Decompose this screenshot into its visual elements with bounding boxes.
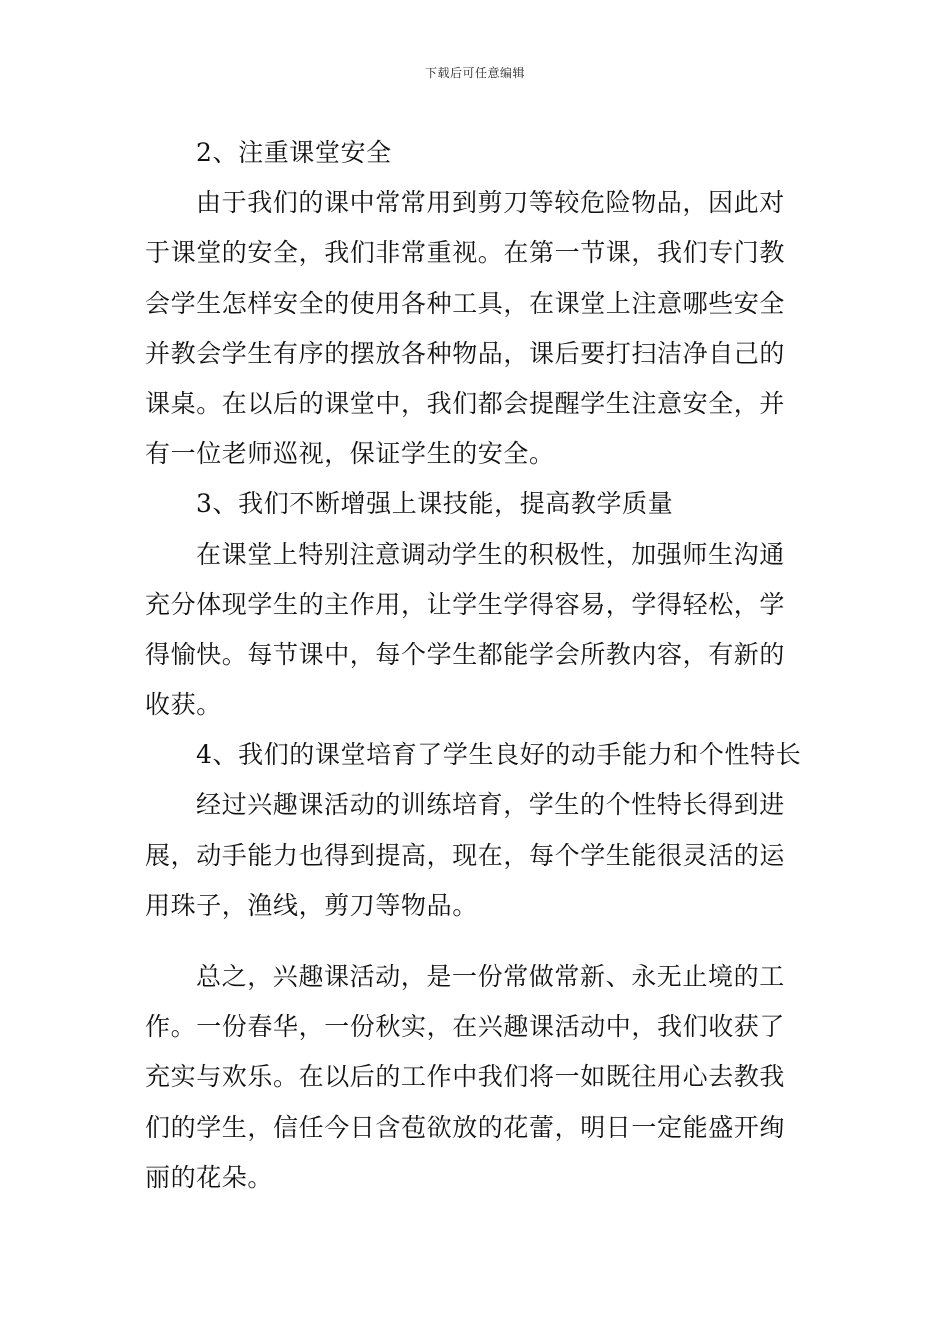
document-body bbox=[145, 128, 807, 1203]
paragraph-gap bbox=[145, 931, 807, 952]
paragraph-line: 总之，兴趣课活动，是一份常做常新、永无止境的工 bbox=[196, 962, 785, 991]
paragraph-line: 经过兴趣课活动的训练培育，学生的个性特长得到进 bbox=[196, 790, 785, 820]
paragraph-line: 充分体现学生的主作用，让学生学得容易，学得轻松，学 bbox=[145, 589, 786, 619]
paragraph-line: 展，动手能力也得到提高，现在，每个学生能很灵活的运 bbox=[145, 840, 786, 870]
paragraph-line: 丽的花朵。 bbox=[145, 1162, 274, 1192]
section-heading-2: 2、注重课堂安全 bbox=[196, 138, 392, 167]
paragraph-line: 收获。 bbox=[145, 690, 222, 720]
paragraph-line: 并教会学生有序的摆放各种物品，课后要打扫洁净自己的 bbox=[145, 338, 786, 368]
paragraph-line: 得愉快。每节课中，每个学生都能学会所教内容，有新的 bbox=[145, 639, 786, 669]
paragraph-line: 会学生怎样安全的使用各种工具，在课堂上注意哪些安全 bbox=[145, 288, 786, 318]
paragraph-line: 课桌。在以后的课堂中，我们都会提醒学生注意安全，并 bbox=[145, 388, 786, 418]
paragraph-line: 们的学生，信任今日含苞欲放的花蕾，明日一定能盛开绚 bbox=[145, 1112, 786, 1142]
paragraph-line: 在课堂上特别注意调动学生的积极性，加强师生沟通 bbox=[196, 539, 785, 569]
paragraph-line: 由于我们的课中常常用到剪刀等较危险物品，因此对 bbox=[196, 188, 785, 218]
section-heading-4: 4、我们的课堂培育了学生良好的动手能力和个性特长 bbox=[196, 740, 802, 770]
paragraph-line: 用珠子，渔线，剪刀等物品。 bbox=[145, 890, 478, 920]
paragraph-line: 作。一份春华，一份秋实，在兴趣课活动中，我们收获了 bbox=[145, 1012, 786, 1042]
page-header-note: 下载后可任意编辑 bbox=[424, 66, 525, 80]
paragraph-line: 充实与欢乐。在以后的工作中我们将一如既往用心去教我 bbox=[145, 1062, 786, 1092]
paragraph-line: 于课堂的安全，我们非常重视。在第一节课，我们专门教 bbox=[145, 238, 786, 268]
paragraph-line: 有一位老师巡视，保证学生的安全。 bbox=[145, 439, 555, 469]
section-heading-3: 3、我们不断增强上课技能，提高教学质量 bbox=[196, 489, 674, 519]
